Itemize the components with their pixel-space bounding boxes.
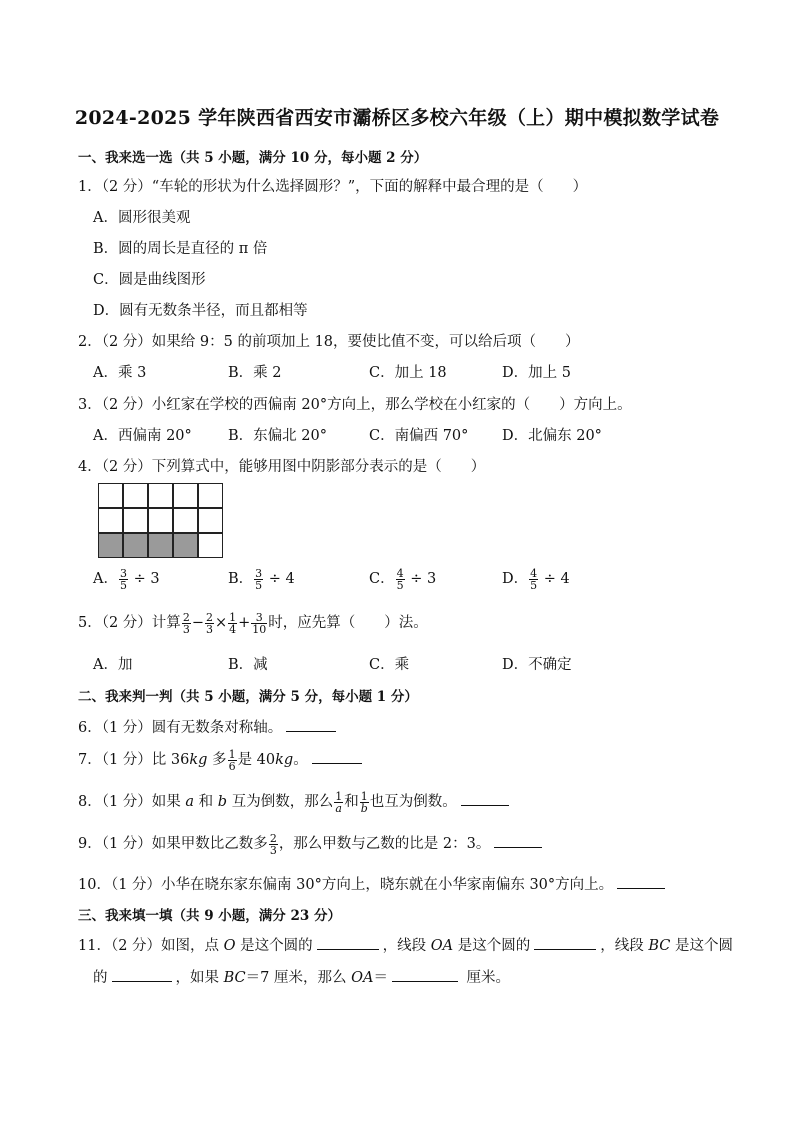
question-2-option-b: B．乘 2 — [228, 365, 282, 381]
option-label: A． — [93, 571, 118, 587]
numerator: 3 — [119, 566, 127, 580]
option-label: B． — [228, 571, 254, 587]
grid-cell — [123, 508, 148, 533]
answer-blank[interactable] — [312, 751, 362, 764]
question-3-stem: 3．（2 分）小红家在学校的西偏南 20°方向上，那么学校在小红家的（ ）方向上。 — [78, 397, 632, 413]
question-text: ，那么甲数与乙数的比是 2：3。 — [278, 836, 491, 852]
question-3-option-b: B．东偏北 20° — [228, 428, 327, 444]
numerator: 1 — [229, 610, 237, 624]
fraction — [334, 791, 343, 814]
section-3-heading: 三、我来填一填（共 9 小题，满分 23 分） — [78, 908, 341, 924]
answer-blank[interactable] — [392, 969, 458, 982]
grid-cell — [123, 483, 148, 508]
grid-cell — [98, 533, 123, 558]
question-11-line-1 — [78, 934, 733, 955]
question-4-stem: 4．（2 分）下列算式中，能够用图中阴影部分表示的是（ ） — [78, 459, 486, 475]
numerator: 3 — [255, 610, 263, 624]
question-text: 是这个圆的 — [453, 938, 531, 954]
question-text: 7．（1 分）比 36 — [78, 752, 190, 768]
fraction — [254, 568, 263, 591]
fraction — [396, 568, 405, 591]
question-2-stem: 2．（2 分）如果给 9：5 的前项加上 18，要使比值不变，可以给后项（ ） — [78, 334, 580, 350]
grid-cell — [98, 508, 123, 533]
fraction — [205, 612, 214, 635]
option-label: C． — [369, 571, 395, 587]
numerator: 1 — [360, 789, 368, 803]
grid-cell — [198, 533, 223, 558]
question-text: 9．（1 分）如果甲数比乙数多 — [78, 836, 268, 852]
question-1-option-c: C．圆是曲线图形 — [93, 272, 206, 288]
question-text: 多 — [207, 752, 227, 768]
question-text: 互为倒数，那么 — [227, 794, 334, 810]
stem-text: 5．（2 分）计算 — [78, 615, 181, 631]
fraction — [119, 568, 128, 591]
question-text: 是这个圆的 — [235, 938, 313, 954]
question-4-option-a — [93, 567, 160, 591]
question-text: 厘米。 — [461, 970, 511, 986]
answer-blank[interactable] — [112, 969, 172, 982]
question-text: 。 — [293, 752, 308, 768]
operator: + — [238, 615, 251, 631]
question-text: ，线段 — [382, 938, 431, 954]
question-4-option-d — [502, 567, 570, 591]
question-5-stem — [78, 611, 428, 635]
question-6 — [78, 716, 340, 737]
unit: kg — [275, 752, 294, 768]
denominator: 5 — [530, 578, 538, 592]
expression-rest: ÷ 3 — [410, 571, 437, 587]
question-9 — [78, 832, 546, 856]
grid-cell — [173, 533, 198, 558]
grid-cell — [148, 483, 173, 508]
question-5-option-d: D．不确定 — [502, 657, 572, 673]
question-11-line-2 — [93, 966, 510, 987]
variable: OA — [351, 970, 374, 986]
grid-cell — [198, 483, 223, 508]
question-5-option-c: C．乘 — [369, 657, 410, 673]
grid-cell — [148, 533, 173, 558]
question-text: 是 40 — [237, 752, 276, 768]
question-1-option-a: A．圆形很美观 — [93, 210, 191, 226]
question-text: 和 — [194, 794, 218, 810]
answer-blank[interactable] — [494, 835, 542, 848]
numerator: 4 — [396, 566, 404, 580]
question-text: 是这个圆 — [670, 938, 733, 954]
question-10 — [78, 873, 669, 894]
fraction — [182, 612, 191, 635]
grid-cell — [123, 533, 148, 558]
operator: × — [214, 615, 228, 631]
question-3-option-a: A．西偏南 20° — [93, 428, 192, 444]
question-8 — [78, 790, 513, 814]
question-5-option-b: B．减 — [228, 657, 268, 673]
question-text: 10．（1 分）小华在晓东家东偏南 30°方向上，晓东就在小华家南偏东 30°方向上。 — [78, 877, 614, 893]
fraction — [251, 612, 267, 635]
denominator: 5 — [119, 578, 127, 592]
question-2-option-c: C．加上 18 — [369, 365, 447, 381]
numerator: 1 — [335, 789, 343, 803]
numerator: 2 — [182, 610, 190, 624]
denominator: 10 — [252, 622, 267, 636]
fraction — [228, 749, 237, 772]
numerator: 2 — [205, 610, 213, 624]
fraction — [529, 568, 538, 591]
expression-rest: ÷ 3 — [133, 571, 160, 587]
question-2-option-a: A．乘 3 — [93, 365, 147, 381]
stem-text: 时，应先算（ ）法。 — [268, 615, 428, 631]
denominator: 3 — [269, 843, 277, 857]
question-text: ，线段 — [600, 938, 649, 954]
option-label: D． — [502, 571, 529, 587]
question-text: 6．（1 分）圆有无数条对称轴。 — [78, 720, 283, 736]
answer-blank[interactable] — [286, 719, 336, 732]
numerator: 4 — [530, 566, 538, 580]
denominator: 4 — [229, 622, 237, 636]
variable: BC — [648, 938, 671, 954]
exam-title: 2024-2025 学年陕西省西安市灞桥区多校六年级（上）期中模拟数学试卷 — [74, 107, 720, 129]
question-1-stem: 1．（2 分）“车轮的形状为什么选择圆形？”，下面的解释中最合理的是（ ） — [78, 179, 588, 195]
answer-blank[interactable] — [617, 876, 665, 889]
grid-cell — [173, 483, 198, 508]
question-2-option-d: D．加上 5 — [502, 365, 571, 381]
question-4-option-c — [369, 567, 436, 591]
grid-cell — [98, 483, 123, 508]
numerator: 2 — [269, 831, 277, 845]
variable: OA — [430, 938, 454, 954]
question-5-option-a: A．加 — [93, 657, 133, 673]
fraction — [360, 791, 369, 814]
numerator: 3 — [255, 566, 263, 580]
variable: O — [223, 938, 236, 954]
grid-cell — [148, 508, 173, 533]
answer-blank[interactable] — [461, 793, 509, 806]
unit: kg — [189, 752, 208, 768]
question-text: 11．（2 分）如图，点 — [78, 938, 224, 954]
question-text: ＝ — [373, 970, 388, 986]
answer-blank[interactable] — [317, 937, 379, 950]
expression-rest: ÷ 4 — [268, 571, 295, 587]
fraction — [269, 833, 278, 856]
denominator: 3 — [205, 622, 213, 636]
denominator: 3 — [182, 622, 190, 636]
numerator: 1 — [228, 747, 236, 761]
operator: − — [191, 615, 204, 631]
question-text: 的 — [93, 970, 108, 986]
grid-cell — [198, 508, 223, 533]
question-text: 也互为倒数。 — [369, 794, 457, 810]
question-text: ，如果 — [175, 970, 224, 986]
section-2-heading: 二、我来判一判（共 5 小题，满分 5 分，每小题 1 分） — [78, 689, 418, 705]
answer-blank[interactable] — [534, 937, 596, 950]
question-text: ＝7 厘米，那么 — [245, 970, 352, 986]
question-1-option-b: B．圆的周长是直径的 π 倍 — [93, 241, 268, 257]
question-3-option-c: C．南偏西 70° — [369, 428, 469, 444]
fraction — [228, 612, 237, 635]
denominator: b — [360, 801, 368, 815]
question-4-grid-figure — [98, 483, 223, 558]
grid-cell — [173, 508, 198, 533]
variable: BC — [223, 970, 246, 986]
question-text: 和 — [344, 794, 359, 810]
question-1-option-d: D．圆有无数条半径，而且都相等 — [93, 303, 308, 319]
expression-rest: ÷ 4 — [543, 571, 570, 587]
question-3-option-d: D．北偏东 20° — [502, 428, 602, 444]
variable: b — [217, 794, 228, 810]
question-text: 8．（1 分）如果 — [78, 794, 186, 810]
question-4-option-b — [228, 567, 295, 591]
question-7 — [78, 748, 366, 772]
denominator: a — [335, 801, 342, 815]
denominator: 5 — [396, 578, 404, 592]
denominator: 6 — [228, 759, 236, 773]
section-1-heading: 一、我来选一选（共 5 小题，满分 10 分，每小题 2 分） — [78, 150, 428, 166]
variable: a — [185, 794, 195, 810]
denominator: 5 — [255, 578, 263, 592]
